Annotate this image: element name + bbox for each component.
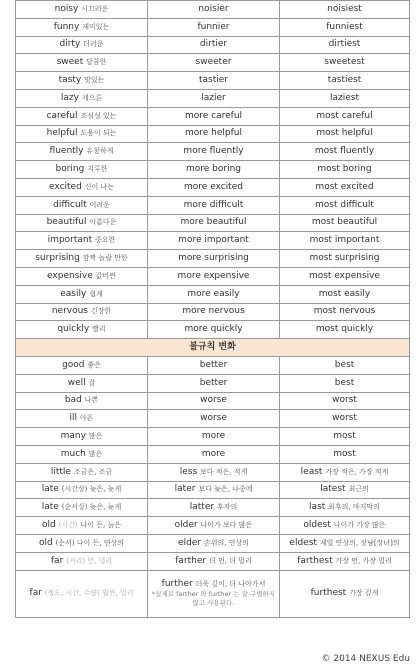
section-row — [16, 339, 410, 357]
word: last — [309, 502, 326, 513]
table-row — [16, 178, 410, 196]
comparative-cell — [148, 410, 280, 428]
korean-gloss: 시끄러운 — [81, 4, 109, 13]
comparative-cell: more beautiful — [148, 214, 280, 232]
word: most — [333, 431, 356, 442]
comparative-cell: lazier — [148, 89, 280, 107]
word: excited — [49, 181, 82, 192]
table-row — [16, 570, 410, 617]
base-form-cell — [16, 214, 148, 232]
korean-gloss: 지루한 — [87, 165, 108, 174]
superlative-cell: sweetest — [280, 54, 410, 72]
base-form-cell — [16, 196, 148, 214]
word: old — [38, 537, 53, 548]
table-row — [16, 374, 410, 392]
copyright: © 2014 NEXUS Edu — [321, 654, 410, 664]
word: ill — [69, 413, 78, 424]
base-form-cell — [16, 463, 148, 481]
table-row — [16, 392, 410, 410]
base-form-cell — [16, 392, 148, 410]
korean-gloss: 달콤한 — [86, 58, 107, 67]
word: far — [50, 555, 64, 566]
korean-gloss: 재미있는 — [82, 22, 110, 31]
base-form-cell — [16, 161, 148, 179]
table-row — [16, 481, 410, 499]
base-form-cell — [16, 143, 148, 161]
word: many — [60, 431, 86, 442]
base-form-cell — [16, 499, 148, 517]
superlative-cell — [280, 410, 410, 428]
base-form-cell — [16, 232, 148, 250]
comparative-cell: sweeter — [148, 54, 280, 72]
word: worse — [200, 395, 227, 406]
word: good — [62, 359, 85, 370]
superlative-cell: most fluently — [280, 143, 410, 161]
word: less — [179, 466, 198, 477]
korean-gloss: 조심성 있는 — [80, 111, 117, 120]
base-form-cell — [16, 36, 148, 54]
word: better — [199, 359, 228, 370]
word: most — [333, 448, 356, 459]
korean-gloss: 아픈 — [79, 414, 94, 423]
table-row — [16, 54, 410, 72]
superlative-cell — [280, 481, 410, 499]
base-form-cell — [16, 321, 148, 339]
table-row — [16, 463, 410, 481]
word: far — [29, 588, 42, 598]
base-form-cell — [16, 374, 148, 392]
korean-gloss: 나이가 가장 많은 — [333, 521, 386, 529]
word: furthest — [310, 588, 347, 598]
word: best — [334, 359, 355, 370]
table-row — [16, 36, 410, 54]
korean-gloss: 깜짝 놀랄 만한 — [82, 254, 128, 263]
korean-gloss: 더러운 — [83, 40, 104, 49]
gray-note: (거리) 먼, 멀리 — [66, 556, 113, 565]
superlative-cell: most excited — [280, 178, 410, 196]
superlative-cell — [280, 534, 410, 552]
table-row — [16, 534, 410, 552]
word: dirty — [59, 39, 81, 50]
comparative-cell — [148, 552, 280, 570]
korean-gloss: 값비싼 — [95, 271, 116, 280]
base-form-cell — [16, 428, 148, 446]
superlative-cell: most difficult — [280, 196, 410, 214]
superlative-cell: most nervous — [280, 303, 410, 321]
korean-gloss: 신이 나는 — [84, 182, 114, 191]
base-form-cell — [16, 178, 148, 196]
comparative-cell — [148, 392, 280, 410]
table-row — [16, 499, 410, 517]
table-row — [16, 232, 410, 250]
word: best — [334, 377, 355, 388]
comparative-cell: more fluently — [148, 143, 280, 161]
superlative-cell — [280, 392, 410, 410]
korean-gloss: 아름다운 — [89, 218, 117, 227]
word: tasty — [58, 75, 82, 86]
table-row — [16, 321, 410, 339]
superlative-cell — [280, 463, 410, 481]
word: boring — [55, 164, 85, 175]
korean-gloss: 손위의, 연상의 — [203, 538, 249, 547]
comparative-cell: noisier — [148, 1, 280, 19]
table-row — [16, 214, 410, 232]
base-form-cell — [16, 89, 148, 107]
korean-gloss: (시간상) 늦은, 늦게 — [61, 485, 122, 494]
korean-gloss: 보다 늦은, 나중에 — [198, 485, 253, 494]
table-row — [16, 285, 410, 303]
comparative-cell — [148, 428, 280, 446]
korean-gloss: 많은 — [88, 432, 103, 441]
word: later — [174, 484, 196, 495]
comparative-cell — [148, 481, 280, 499]
comparative-cell: more important — [148, 232, 280, 250]
korean-gloss: 많은 — [88, 449, 103, 458]
word: little — [50, 466, 71, 477]
superlative-cell: most quickly — [280, 321, 410, 339]
base-form-cell — [16, 552, 148, 570]
word: worst — [332, 395, 357, 406]
word: better — [199, 377, 228, 388]
korean-gloss: 보다 적은, 적게 — [200, 467, 248, 476]
word: sweet — [56, 57, 84, 68]
superlative-cell — [280, 499, 410, 517]
korean-gloss: 도움이 되는 — [80, 129, 117, 138]
comparative-cell — [148, 499, 280, 517]
superlative-cell — [280, 356, 410, 374]
korean-gloss: (순서) 나이 든, 연상의 — [55, 538, 125, 547]
word: quickly — [57, 324, 90, 335]
word: old — [42, 520, 56, 530]
word: oldest — [303, 520, 331, 530]
superlative-cell: most surprising — [280, 250, 410, 268]
superlative-cell: most helpful — [280, 125, 410, 143]
comparative-cell: more easily — [148, 285, 280, 303]
superlative-cell — [280, 517, 410, 535]
word: further — [161, 579, 193, 589]
superlative-cell: funniest — [280, 18, 410, 36]
base-form-cell — [16, 54, 148, 72]
korean-gloss: 최후의, 마지막의 — [328, 503, 380, 512]
word: farthest — [297, 555, 333, 566]
word: noisy — [54, 3, 79, 14]
korean-gloss: 제일 연상의, 장남[장녀]의 — [319, 538, 400, 547]
word: older — [174, 520, 198, 530]
table-row — [16, 552, 410, 570]
table-row — [16, 196, 410, 214]
superlative-cell: most easily — [280, 285, 410, 303]
comparative-cell: more excited — [148, 178, 280, 196]
korean-gloss: 게으른 — [81, 93, 103, 102]
korean-gloss: 조금은, 조금 — [73, 467, 113, 476]
usage-note: *실제로 farther 와 further 는 잘 구별하지 않고 사용된다. — [151, 590, 276, 607]
base-form-cell — [16, 18, 148, 36]
base-form-cell — [16, 72, 148, 90]
comparative-cell — [148, 356, 280, 374]
base-form-cell — [16, 267, 148, 285]
comparative-cell — [148, 570, 280, 617]
korean-gloss: 가장 먼, 가장 멀리 — [335, 556, 392, 565]
word: late — [41, 484, 59, 495]
word: worst — [332, 413, 357, 424]
comparative-cell: more surprising — [148, 250, 280, 268]
word: beautiful — [46, 217, 87, 228]
korean-gloss: 가장 깊게 — [349, 589, 379, 597]
comparative-cell: more helpful — [148, 125, 280, 143]
base-form-cell — [16, 1, 148, 19]
comparative-cell: funnier — [148, 18, 280, 36]
superlative-cell — [280, 428, 410, 446]
word: late — [41, 502, 59, 513]
korean-gloss: 쉽게 — [89, 289, 103, 298]
korean-gloss: (순서상) 늦은, 늦게 — [61, 503, 122, 512]
table-row — [16, 125, 410, 143]
comparative-cell — [148, 517, 280, 535]
table-row — [16, 303, 410, 321]
korean-gloss: 중요한 — [95, 236, 116, 245]
base-form-cell — [16, 534, 148, 552]
korean-gloss: 최근의 — [348, 485, 369, 494]
comparative-cell: more boring — [148, 161, 280, 179]
base-form-cell — [16, 303, 148, 321]
table-row — [16, 356, 410, 374]
word: worse — [200, 413, 227, 424]
word: easily — [60, 288, 87, 299]
superlative-cell — [280, 445, 410, 463]
gray-note: (시간) — [58, 521, 78, 529]
table-row — [16, 517, 410, 535]
word: elder — [178, 537, 202, 548]
korean-gloss: 나이 든, 늙은 — [80, 521, 121, 529]
word: bad — [64, 395, 82, 406]
word: more — [201, 431, 226, 442]
table-row — [16, 161, 410, 179]
table-row — [16, 410, 410, 428]
word: latter — [189, 502, 215, 513]
superlative-cell: most expensive — [280, 267, 410, 285]
base-form-cell — [16, 250, 148, 268]
superlative-cell: dirtiest — [280, 36, 410, 54]
word: least — [300, 466, 323, 477]
superlative-cell: most boring — [280, 161, 410, 179]
korean-gloss: 잘 — [88, 378, 96, 387]
korean-gloss: 더욱 깊이, 더 나아가서 — [195, 580, 266, 588]
superlative-cell: most careful — [280, 107, 410, 125]
word: helpful — [46, 128, 78, 139]
korean-gloss: 빨리 — [92, 325, 106, 334]
word: nervous — [51, 306, 88, 317]
word: careful — [46, 110, 78, 121]
korean-gloss: 나이가 보다 많은 — [200, 521, 253, 529]
word: funny — [53, 21, 80, 32]
korean-gloss: 나쁜 — [84, 396, 99, 405]
superlative-cell: most important — [280, 232, 410, 250]
superlative-cell — [280, 552, 410, 570]
superlative-cell: tastiest — [280, 72, 410, 90]
table-row — [16, 1, 410, 19]
table-row — [16, 107, 410, 125]
korean-gloss: 맛있는 — [84, 76, 105, 85]
comparative-cell — [148, 374, 280, 392]
base-form-cell — [16, 481, 148, 499]
superlative-cell: noisiest — [280, 1, 410, 19]
korean-gloss: 유창하게 — [86, 147, 114, 156]
comparative-cell — [148, 445, 280, 463]
korean-gloss: 어려운 — [89, 200, 110, 209]
base-form-cell — [16, 445, 148, 463]
table-row — [16, 18, 410, 36]
word: lazy — [60, 92, 79, 103]
base-form-cell — [16, 410, 148, 428]
gray-note: (정도, 시간, 수량) 훨씬, 멀리 — [44, 589, 134, 597]
base-form-cell — [16, 285, 148, 303]
word: latest — [320, 484, 346, 495]
word: farther — [175, 555, 207, 566]
comparative-cell: tastier — [148, 72, 280, 90]
comparative-cell: more nervous — [148, 303, 280, 321]
comparison-table — [15, 0, 410, 618]
comparative-cell — [148, 534, 280, 552]
superlative-cell: laziest — [280, 89, 410, 107]
word: eldest — [289, 537, 317, 548]
base-form-cell — [16, 107, 148, 125]
comparative-cell — [148, 463, 280, 481]
word: expensive — [47, 270, 93, 281]
table-row — [16, 89, 410, 107]
comparative-cell: dirtier — [148, 36, 280, 54]
word: important — [47, 235, 93, 246]
table-row — [16, 143, 410, 161]
base-form-cell — [16, 125, 148, 143]
base-form-cell — [16, 517, 148, 535]
word: well — [67, 377, 86, 388]
table-row — [16, 72, 410, 90]
korean-gloss: 좋은 — [87, 360, 101, 369]
base-form-cell — [16, 570, 148, 617]
korean-gloss: 더 먼, 더 멀리 — [209, 556, 252, 565]
superlative-cell — [280, 374, 410, 392]
section-title: 불규칙 변화 — [16, 339, 410, 357]
table-row — [16, 250, 410, 268]
word: more — [201, 448, 226, 459]
comparative-cell: more expensive — [148, 267, 280, 285]
word: fluently — [49, 146, 84, 157]
korean-gloss: 후자의 — [216, 503, 238, 512]
table-row — [16, 267, 410, 285]
base-form-cell — [16, 356, 148, 374]
korean-gloss: 긴장한 — [90, 307, 112, 316]
table-row — [16, 445, 410, 463]
table-row — [16, 428, 410, 446]
word: difficult — [53, 199, 87, 210]
comparative-line — [150, 579, 277, 590]
comparative-cell: more difficult — [148, 196, 280, 214]
superlative-cell: most beautiful — [280, 214, 410, 232]
superlative-cell — [280, 570, 410, 617]
word: much — [60, 448, 86, 459]
comparative-cell: more careful — [148, 107, 280, 125]
comparative-cell: more quickly — [148, 321, 280, 339]
korean-gloss: 가장 적은, 가장 적게 — [325, 467, 389, 476]
word: surprising — [35, 253, 80, 264]
